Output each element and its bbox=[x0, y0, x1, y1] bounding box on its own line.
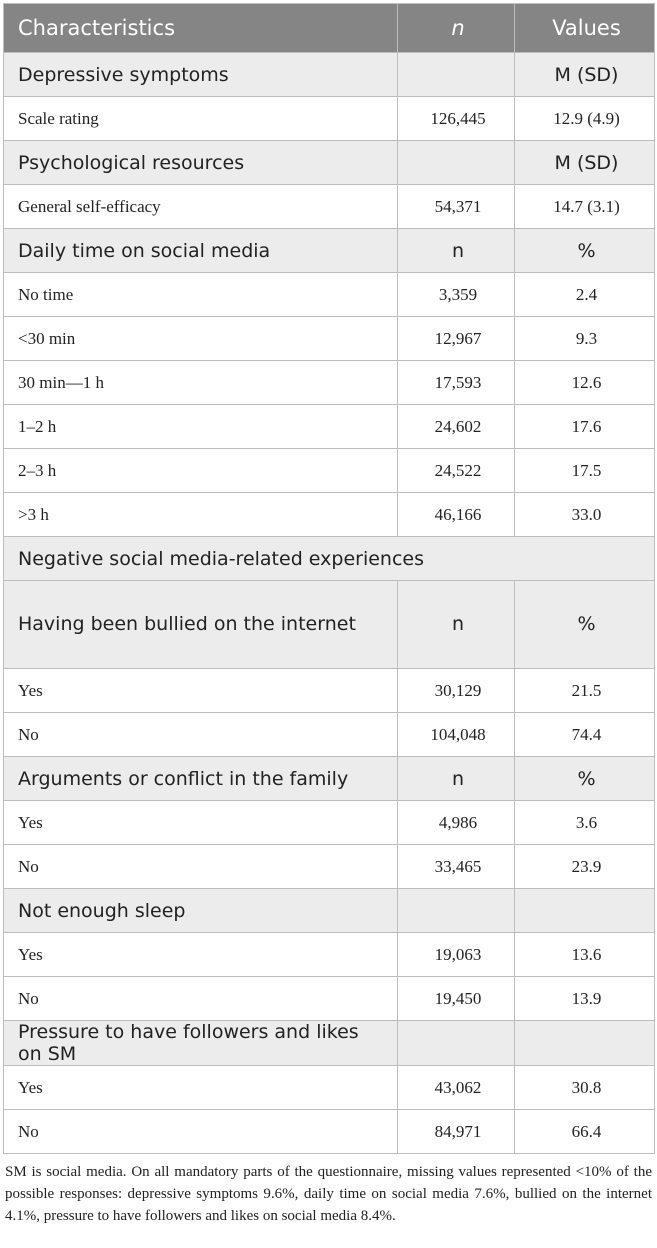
table-row bbox=[4, 669, 655, 713]
table-row bbox=[4, 273, 655, 317]
row-value: 9.3 bbox=[515, 317, 655, 361]
section-row-bullied bbox=[4, 581, 655, 669]
table-row bbox=[4, 933, 655, 977]
row-value: 17.5 bbox=[515, 449, 655, 493]
section-values bbox=[515, 889, 655, 933]
row-value: 74.4 bbox=[515, 713, 655, 757]
table-row bbox=[4, 1066, 655, 1110]
section-n bbox=[398, 889, 515, 933]
table-row bbox=[4, 361, 655, 405]
row-label: No time bbox=[4, 273, 398, 317]
section-n: n bbox=[398, 229, 515, 273]
row-label: Yes bbox=[4, 801, 398, 845]
row-n: 24,602 bbox=[398, 405, 515, 449]
section-label: Psychological resources bbox=[4, 141, 398, 185]
row-label: 30 min—1 h bbox=[4, 361, 398, 405]
section-n bbox=[398, 1021, 515, 1066]
section-n: n bbox=[398, 757, 515, 801]
section-n: n bbox=[398, 581, 515, 669]
row-label: 2–3 h bbox=[4, 449, 398, 493]
section-values bbox=[515, 1021, 655, 1066]
section-row-depressive bbox=[4, 53, 655, 97]
table-row bbox=[4, 97, 655, 141]
row-label: No bbox=[4, 1110, 398, 1154]
characteristics-table bbox=[3, 3, 655, 1154]
table-row bbox=[4, 1110, 655, 1154]
row-n: 84,971 bbox=[398, 1110, 515, 1154]
section-values: % bbox=[515, 757, 655, 801]
section-values: % bbox=[515, 581, 655, 669]
table-row bbox=[4, 845, 655, 889]
row-n: 12,967 bbox=[398, 317, 515, 361]
section-values: M (SD) bbox=[515, 141, 655, 185]
row-n: 17,593 bbox=[398, 361, 515, 405]
row-value: 2.4 bbox=[515, 273, 655, 317]
row-label: General self-efficacy bbox=[4, 185, 398, 229]
row-n: 43,062 bbox=[398, 1066, 515, 1110]
row-n: 33,465 bbox=[398, 845, 515, 889]
section-row-arguments bbox=[4, 757, 655, 801]
section-label: Depressive symptoms bbox=[4, 53, 398, 97]
section-label: Daily time on social media bbox=[4, 229, 398, 273]
row-label: 1–2 h bbox=[4, 405, 398, 449]
row-label: No bbox=[4, 845, 398, 889]
row-value: 13.6 bbox=[515, 933, 655, 977]
row-label: No bbox=[4, 713, 398, 757]
section-label: Not enough sleep bbox=[4, 889, 398, 933]
table-row bbox=[4, 801, 655, 845]
row-label: Yes bbox=[4, 669, 398, 713]
row-n: 54,371 bbox=[398, 185, 515, 229]
row-label: <30 min bbox=[4, 317, 398, 361]
row-value: 66.4 bbox=[515, 1110, 655, 1154]
row-value: 23.9 bbox=[515, 845, 655, 889]
document-page bbox=[3, 3, 654, 1242]
section-row-pressure bbox=[4, 1021, 655, 1066]
section-label: Pressure to have followers and likes on SM bbox=[4, 1021, 398, 1066]
row-value: 3.6 bbox=[515, 801, 655, 845]
row-value: 14.7 (3.1) bbox=[515, 185, 655, 229]
row-n: 19,450 bbox=[398, 977, 515, 1021]
table-header-row bbox=[4, 4, 655, 53]
row-label: Scale rating bbox=[4, 97, 398, 141]
header-characteristics: Characteristics bbox=[4, 4, 398, 53]
table-row bbox=[4, 493, 655, 537]
section-row-daily bbox=[4, 229, 655, 273]
section-row-negative bbox=[4, 537, 655, 581]
table-row bbox=[4, 317, 655, 361]
section-n bbox=[398, 141, 515, 185]
section-label: Arguments or conflict in the family bbox=[4, 757, 398, 801]
header-values: Values bbox=[515, 4, 655, 53]
row-label: Yes bbox=[4, 1066, 398, 1110]
section-row-psych bbox=[4, 141, 655, 185]
row-n: 24,522 bbox=[398, 449, 515, 493]
table-row bbox=[4, 185, 655, 229]
row-value: 13.9 bbox=[515, 977, 655, 1021]
table-footnote: SM is social media. On all mandatory parts of the questionnaire, missing values represented <10% of the possible responses: depressive symptoms 9.6%, daily time on social media 7.6%, bullied on the internet 4.1%, pressure to have followers and likes on social media 8.4%. bbox=[5, 1164, 652, 1224]
row-n: 46,166 bbox=[398, 493, 515, 537]
section-n bbox=[398, 53, 515, 97]
row-label: No bbox=[4, 977, 398, 1021]
row-n: 3,359 bbox=[398, 273, 515, 317]
row-label: >3 h bbox=[4, 493, 398, 537]
section-values: % bbox=[515, 229, 655, 273]
section-values: M (SD) bbox=[515, 53, 655, 97]
section-row-sleep bbox=[4, 889, 655, 933]
row-label: Yes bbox=[4, 933, 398, 977]
row-value: 12.6 bbox=[515, 361, 655, 405]
row-n: 19,063 bbox=[398, 933, 515, 977]
row-n: 104,048 bbox=[398, 713, 515, 757]
table-row bbox=[4, 405, 655, 449]
table-row bbox=[4, 713, 655, 757]
row-value: 17.6 bbox=[515, 405, 655, 449]
row-value: 21.5 bbox=[515, 669, 655, 713]
header-n: n bbox=[398, 4, 515, 53]
table-row bbox=[4, 977, 655, 1021]
row-value: 33.0 bbox=[515, 493, 655, 537]
row-value: 30.8 bbox=[515, 1066, 655, 1110]
row-n: 126,445 bbox=[398, 97, 515, 141]
row-value: 12.9 (4.9) bbox=[515, 97, 655, 141]
table-row bbox=[4, 449, 655, 493]
section-label: Negative social media-related experiences bbox=[4, 537, 655, 581]
row-n: 4,986 bbox=[398, 801, 515, 845]
row-n: 30,129 bbox=[398, 669, 515, 713]
section-label: Having been bullied on the internet bbox=[4, 581, 398, 669]
